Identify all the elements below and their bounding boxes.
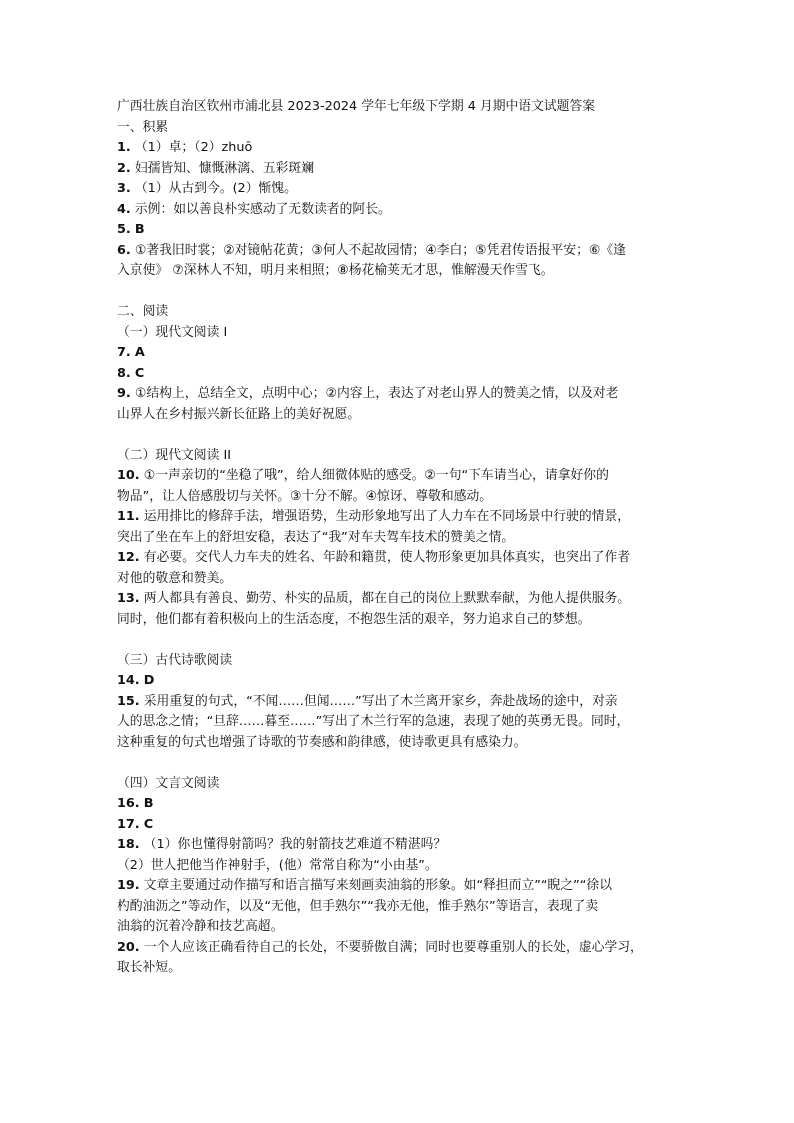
answer-18-part-2: （2）世人把他当作神射手，(他）常常自称为“小由基”。	[117, 857, 438, 873]
answer-text: 运用排比的修辞手法，增强语势，生动形象地写出了人力车在不同场景中行驶的情景，	[143, 509, 631, 524]
answer-number: 14.	[117, 673, 140, 688]
answer-number: 20.	[117, 939, 140, 955]
answer-11-line-1	[117, 507, 677, 528]
answer-4	[117, 200, 677, 221]
answer-number: 6.	[117, 242, 131, 258]
answer-3	[117, 179, 677, 200]
spacer	[117, 282, 677, 303]
answer-number: 4.	[117, 201, 131, 217]
subsection-heading-classical: （四）文言文阅读	[117, 775, 220, 791]
answer-number: 18.	[117, 837, 140, 852]
answer-number: 12.	[117, 550, 140, 565]
answer-15-line-3: 这种重复的句式也增强了诗歌的节奏感和韵律感，使诗歌更具有感染力。	[117, 734, 527, 750]
answer-1	[117, 138, 677, 159]
spacer	[117, 753, 677, 774]
answer-text: （1）从古到今。(2）惭愧。	[134, 181, 297, 196]
answer-9-line-2: 山界人在乡村振兴新长征路上的美好祝愿。	[117, 406, 361, 422]
answer-text: 有必要。交代人力车夫的姓名、年龄和籍贯，使人物形象更加具体真实，也突出了作者	[143, 550, 631, 565]
answer-document	[117, 97, 677, 979]
answer-number: 13.	[117, 591, 140, 606]
answer-number: 7.	[117, 345, 131, 360]
answer-text: 文章主要通过动作描写和语言描写来刻画卖油翁的形象。如“释担而立”“睨之”“徐以	[143, 878, 612, 893]
answer-text: （1）你也懂得射箭吗？我的射箭技艺难道不精湛吗？	[143, 837, 447, 852]
spacer	[117, 425, 677, 446]
subsection-heading-modern-1: （一）现代文阅读 I	[117, 324, 228, 340]
answer-10-line-2: 物品”，让人倍感殷切与关怀。③十分不解。④惊讶、尊敬和感动。	[117, 488, 493, 504]
answer-12-line-1	[117, 548, 677, 569]
answer-text: ①结构上，总结全文，点明中心；②内容上，表达了对老山界人的赞美之情，以及对老	[134, 386, 619, 401]
answer-text: C	[134, 365, 145, 381]
answer-5	[117, 220, 677, 241]
answer-number: 16.	[117, 796, 140, 811]
answer-15-line-2: 人的思念之情；“旦辞……暮至……”写出了木兰行军的急速，表现了她的英勇无畏。同时，	[117, 714, 630, 729]
answer-8	[117, 364, 677, 385]
answer-number: 2.	[117, 160, 131, 176]
answer-text: C	[143, 816, 154, 832]
answer-7	[117, 343, 677, 364]
answer-13-line-1	[117, 589, 677, 610]
answer-19-line-1	[117, 876, 677, 897]
answer-19-line-3: 油翁的沉着冷静和技艺高超。	[117, 919, 284, 934]
section-heading-accumulation: 一、积累	[117, 119, 169, 135]
answer-number: 5.	[117, 222, 131, 237]
answer-text: D	[143, 673, 155, 688]
answer-15-line-1	[117, 692, 677, 713]
answer-6-line-1	[117, 241, 677, 262]
answer-6-line-2: 入京使》 ⑦深林人不知，明月来相照；⑧杨花榆荚无才思，惟解漫天作雪飞。	[117, 263, 554, 278]
answer-number: 9.	[117, 386, 131, 401]
answer-number: 10.	[117, 468, 140, 483]
answer-10-line-1	[117, 466, 677, 487]
subsection-heading-poetry: （三）古代诗歌阅读	[117, 652, 233, 668]
answer-11-line-2: 突出了坐在车上的舒坦安稳，表达了“我”对车夫驾车技术的赞美之情。	[117, 529, 515, 545]
answer-9-line-1	[117, 384, 677, 405]
answer-20-line-2: 取长补短。	[117, 960, 181, 975]
answer-16	[117, 794, 677, 815]
spacer	[117, 630, 677, 651]
answer-18-part-1	[117, 835, 677, 856]
answer-text: 两人都具有善良、勤劳、朴实的品质，都在自己的岗位上默默奉献，为他人提供服务。	[143, 591, 631, 606]
subsection-heading-modern-2: （二）现代文阅读 II	[117, 447, 231, 463]
document-title: 广西壮族自治区钦州市浦北县 2023-2024 学年七年级下学期 4 月期中语文试题答案	[117, 99, 596, 114]
answer-20-line-1	[117, 938, 677, 959]
answer-text: A	[134, 345, 145, 360]
answer-number: 3.	[117, 181, 131, 196]
answer-text: 示例：如以善良朴实感动了无数读者的阿长。	[134, 201, 391, 217]
answer-number: 15.	[117, 693, 140, 709]
answer-text: B	[143, 796, 154, 811]
answer-number: 8.	[117, 365, 131, 381]
answer-text: 采用重复的句式，“不闻……但闻……”写出了木兰离开家乡，奔赴战场的途中，对亲	[143, 693, 618, 709]
answer-number: 1.	[117, 140, 131, 155]
answer-text: ①一声亲切的“坐稳了哦”，给人细微体贴的感受。②一句“下车请当心，请拿好你的	[143, 468, 609, 483]
answer-2	[117, 159, 677, 180]
answer-text: ①著我旧时裳；②对镜帖花黄；③何人不起故园情；④李白；⑤凭君传语报平安；⑥《逢	[134, 242, 626, 258]
answer-text: 妇孺皆知、慷慨淋漓、五彩斑斓	[134, 160, 314, 176]
answer-number: 19.	[117, 878, 140, 893]
answer-13-line-2: 同时，他们都有着积极向上的生活态度，不抱怨生活的艰辛，努力追求自己的梦想。	[117, 611, 591, 627]
answer-text: B	[134, 222, 145, 237]
answer-text: （1）卓；（2）zhuō	[134, 140, 253, 155]
answer-17	[117, 815, 677, 836]
answer-text: 一个人应该正确看待自己的长处，不要骄傲自满；同时也要尊重别人的长处，虚心学习，	[143, 939, 643, 955]
answer-number: 11.	[117, 509, 140, 524]
answer-number: 17.	[117, 816, 140, 832]
answer-19-line-2: 杓酌油沥之”等动作，以及“无他，但手熟尔”“我亦无他，惟手熟尔”等语言，表现了卖	[117, 898, 599, 914]
section-heading-reading: 二、阅读	[117, 304, 169, 319]
answer-12-line-2: 对他的敬意和赞美。	[117, 570, 233, 586]
answer-14	[117, 671, 677, 692]
